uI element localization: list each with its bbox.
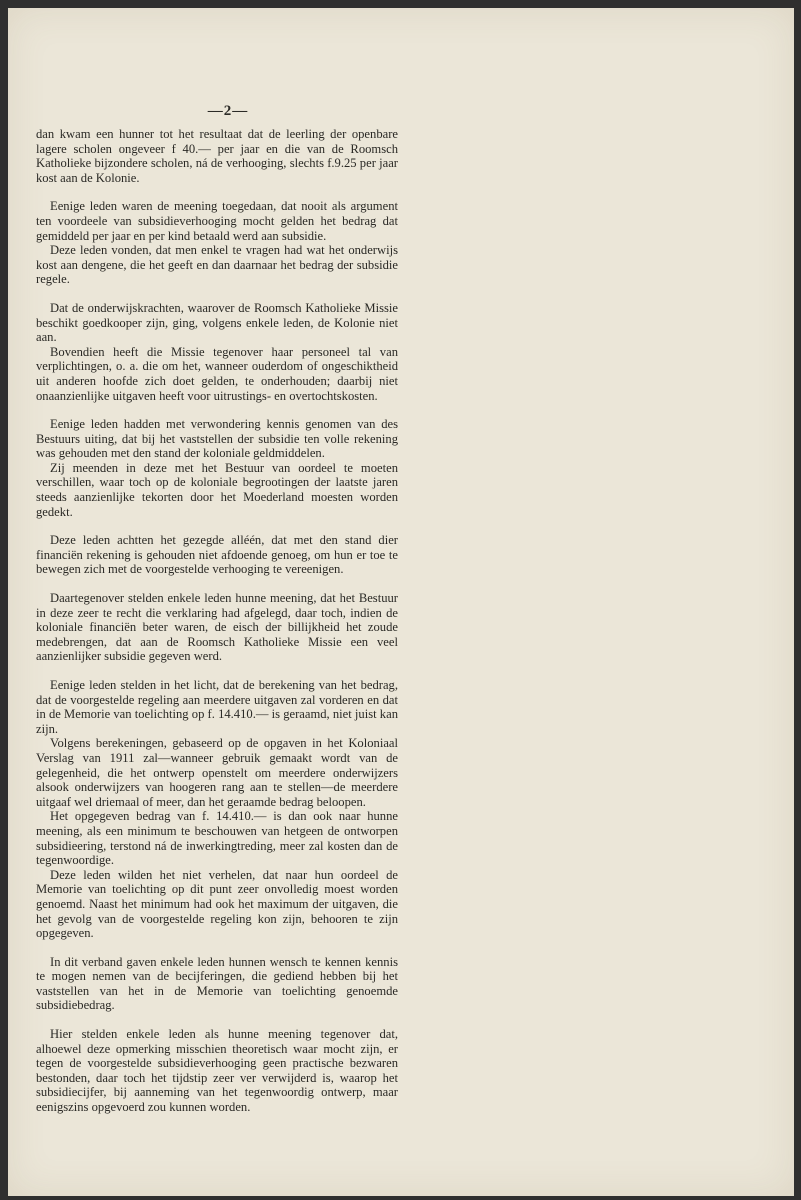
paragraph: Deze leden wilden het niet verhelen, dat naar hun oordeel de Memorie van toelichting op dit punt zeer onvolledig moest worden genoemd. Naast het minimum had ook het maximum der uitgaven, die het gevolg van de voorgestelde regeling kon zijn, behooren te zijn opgegeven. [36,867,398,941]
paragraph: Dat de onderwijskrachten, waarover de Roomsch Katholieke Missie beschikt goedkooper zijn, ging, volgens enkele leden, de Kolonie niet aan. [36,300,398,345]
paragraph: Deze leden achtten het gezegde alléén, dat met den stand dier financiën rekening is gehouden niet afdoende genoeg, om hun er toe te bewegen zich met de voorgestelde verhooging te vereenigen. [36,533,398,577]
document-page [8,8,794,1196]
paragraph: dan kwam een hunner tot het resultaat dat de leerling der openbare lagere scholen ongeveer f 40.— per jaar en die van de Roomsch Katholieke bijzondere scholen, ná de verhooging, slechts f.9.25 per jaar kost aan de Kolonie. [36,127,398,185]
paragraph: Hier stelden enkele leden als hunne meening tegenover dat, alhoewel deze opmerking misschien theoretisch waar mocht zijn, er tegen de voorgestelde subsidieverhooging geen practische bezwaren bestonden, daar toch het tijdstip zeer ver verwijderd is, waarop het subsidiecijfer, bij aanneming van het tegenwoordig ontwerp, maar eenigszins opgevoerd zou kunnen worden. [36,1027,398,1115]
page-number: —2— [207,103,249,119]
paragraph: Eenige leden stelden in het licht, dat de berekening van het bedrag, dat de voorgestelde regeling aan meerdere uitgaven zal vorderen en dat in de Memorie van toelichting op f. 14.410.— is geraamd, niet juist kan zijn. [36,678,398,736]
paragraph: Deze leden vonden, dat men enkel te vragen had wat het onderwijs kost aan dengene, die het geeft en dan daarnaar het bedrag der subsidie regele. [36,243,398,287]
paragraph: In dit verband gaven enkele leden hunnen wensch te kennen kennis te mogen nemen van de becijferingen, die gediend hebben bij het vaststellen van het in de Memorie van toelichting genoemde subsidiebedrag. [36,954,398,1013]
paragraph: Daartegenover stelden enkele leden hunne meening, dat het Bestuur in deze zeer te recht die verklaring had afgelegd, daar toch, indien de koloniale financiën beter waren, de eisch der billijkheid het zoude medebrengen, dat aan de Roomsch Katholieke Missie een veel aanzienlijker subsidie gegeven werd. [36,591,398,664]
paragraph: Volgens berekeningen, gebaseerd op de opgaven in het Koloniaal Verslag van 1911 zal—wanneer gebruik gemaakt wordt van de gelegenheid, die het ontwerp openstelt om meerdere onderwijzers alsook onderwijzers van hoogeren rang aan te stellen—de meerdere uitgaaf wel driemaal of meer, dan het geraamde bedrag beloopen. [36,736,398,809]
paragraph: Eenige leden hadden met verwondering kennis genomen van des Bestuurs uiting, dat bij het vaststellen der subsidie ten volle rekening was gehouden met den stand der koloniale geldmiddelen. [36,417,398,461]
paragraph: Bovendien heeft die Missie tegenover haar personeel tal van verplichtingen, o. a. die om het, wanneer ouderdom of ongeschiktheid uit anderen hoofde zich doet gelden, te onderhouden; daarbij niet onaanzienlijke uitgaven heeft voor uitrustings- en overtochtskosten. [36,344,398,403]
paragraph: Het opgegeven bedrag van f. 14.410.— is dan ook naar hunne meening, als een minimum te beschouwen van hetgeen de ontworpen subsidieering, terstond ná de inwerkingtreding, meer zal kosten dan de tegenwoordige. [36,809,398,868]
paragraph: Eenige leden waren de meening toegedaan, dat nooit als argument ten voordeele van subsidieverhooging mocht gelden het bedrag dat gemiddeld per jaar en per kind betaald werd aan subsidie. [36,199,398,243]
text-column [36,127,398,1115]
paragraph: Zij meenden in deze met het Bestuur van oordeel te moeten verschillen, waar toch op de koloniale begrootingen der laatste jaren steeds aanzienlijke tekorten door het Moederland moesten worden gedekt. [36,460,398,519]
